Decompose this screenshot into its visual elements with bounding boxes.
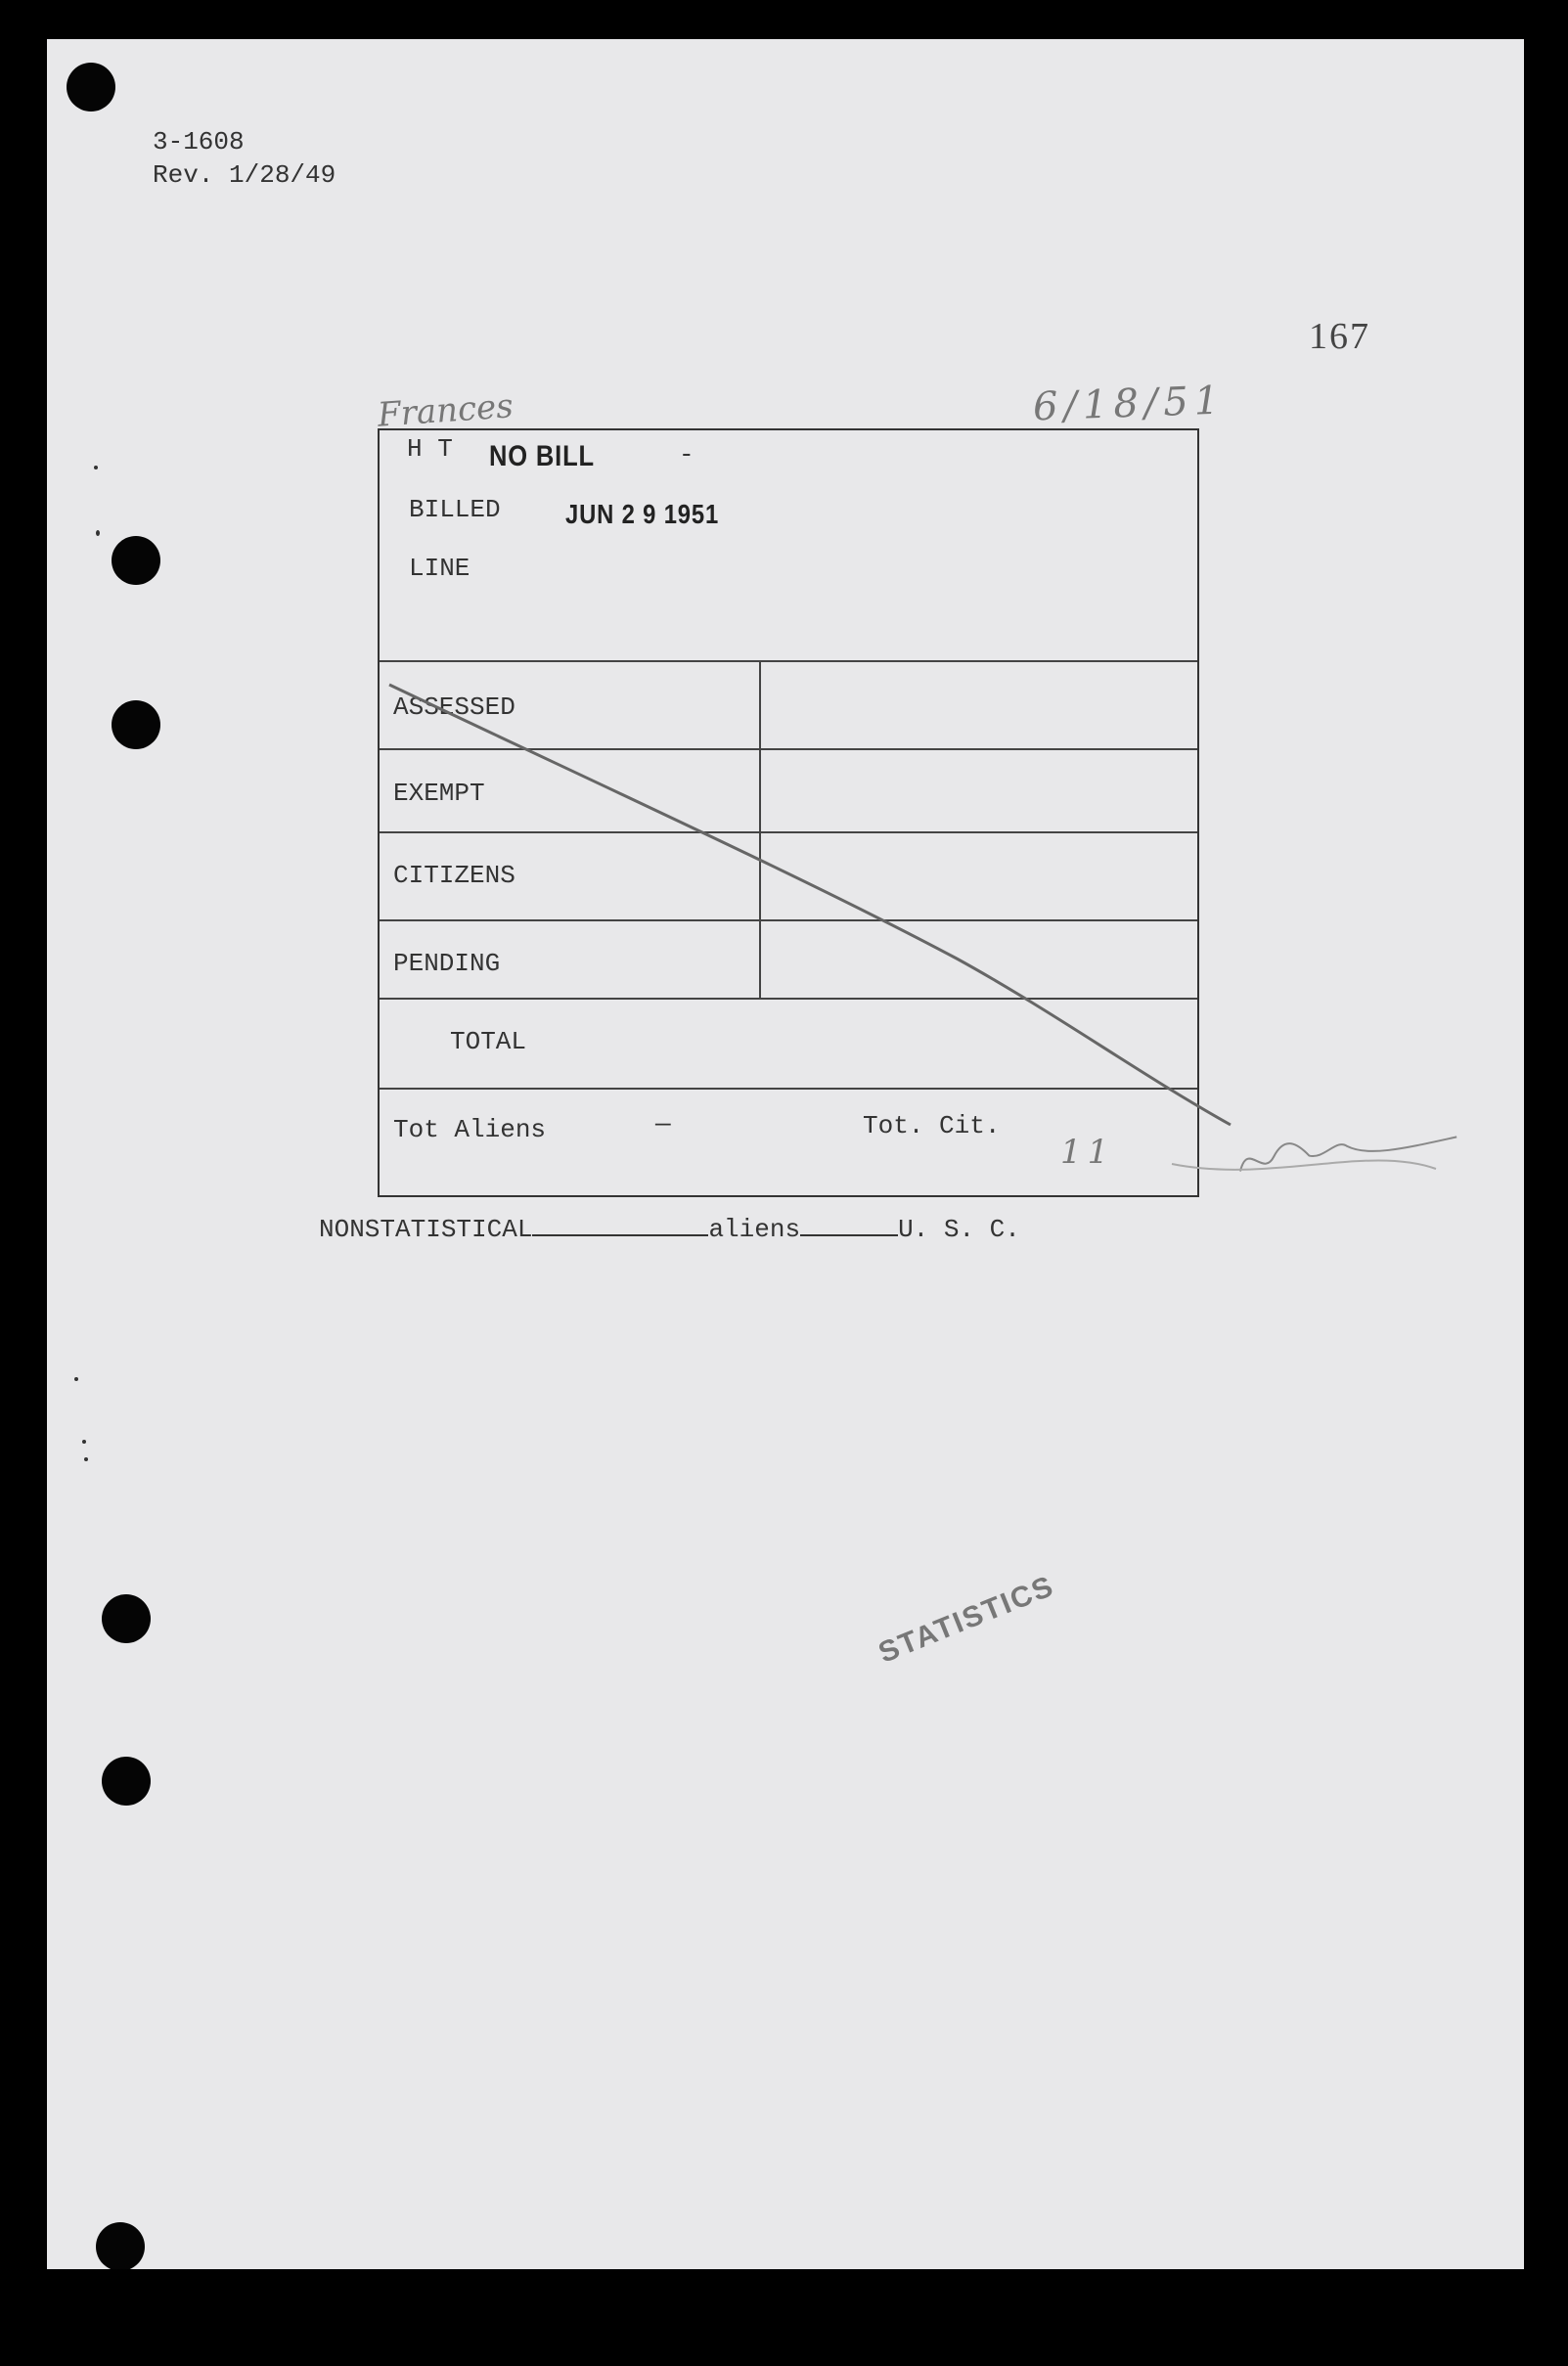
- ht-dash: -: [679, 440, 694, 469]
- row-divider: [380, 831, 1197, 833]
- dust-speck: [96, 530, 100, 536]
- tot-aliens-label: Tot Aliens: [393, 1115, 547, 1144]
- row-label-assessed: ASSESSED: [393, 692, 515, 722]
- billed-date-stamp: JUN 2 9 1951: [565, 499, 720, 529]
- column-divider: [759, 660, 761, 998]
- tally-form: [378, 428, 1199, 1197]
- nonstatistical-blank: [532, 1234, 708, 1236]
- line-label: LINE: [409, 554, 470, 583]
- total-label: TOTAL: [450, 1027, 527, 1056]
- punch-hole: [96, 2222, 145, 2269]
- dust-speck: [94, 466, 98, 469]
- punch-hole: [102, 1757, 151, 1806]
- handwritten-initials: [1227, 1101, 1468, 1200]
- usc-label: U. S. C.: [898, 1215, 1020, 1244]
- row-divider: [380, 1088, 1197, 1090]
- no-bill-stamp: NO BILL: [489, 440, 595, 472]
- dust-speck: [84, 1457, 88, 1461]
- document-page: [47, 39, 1524, 2269]
- row-divider: [380, 660, 1197, 662]
- nonstatistical-label: NONSTATISTICAL: [319, 1215, 533, 1244]
- form-revision: Rev. 1/28/49: [153, 160, 336, 190]
- dust-speck: [74, 1377, 78, 1381]
- row-divider: [380, 748, 1197, 750]
- ht-label: H T: [407, 434, 453, 464]
- row-divider: [380, 919, 1197, 921]
- row-label-exempt: EXEMPT: [393, 779, 485, 808]
- initials-scribble: [1227, 1101, 1467, 1192]
- form-number: 3-1608: [153, 127, 245, 156]
- handwritten-date: 6/18/51: [1032, 378, 1226, 430]
- page-number: 167: [1309, 316, 1370, 357]
- aliens-blank: [800, 1234, 898, 1236]
- row-label-pending: PENDING: [393, 949, 501, 978]
- statistics-stamp: STATISTICS: [874, 1569, 1059, 1670]
- punch-hole: [112, 700, 160, 749]
- punch-hole: [102, 1594, 151, 1643]
- handwritten-name: Frances: [376, 386, 515, 435]
- row-divider: [380, 998, 1197, 1000]
- billed-label: BILLED: [409, 495, 501, 524]
- form-code: [153, 125, 336, 192]
- tot-cit-label: Tot. Cit.: [863, 1111, 1001, 1140]
- punch-hole: [67, 63, 115, 112]
- dust-speck: [82, 1440, 86, 1444]
- handwritten-citizen-total: 11: [1060, 1133, 1115, 1172]
- punch-hole: [112, 536, 160, 585]
- aliens-label: aliens: [708, 1215, 801, 1244]
- row-label-citizens: CITIZENS: [393, 861, 515, 890]
- nonstatistical-line: [319, 1215, 1020, 1244]
- tot-aliens-value: —: [655, 1109, 671, 1138]
